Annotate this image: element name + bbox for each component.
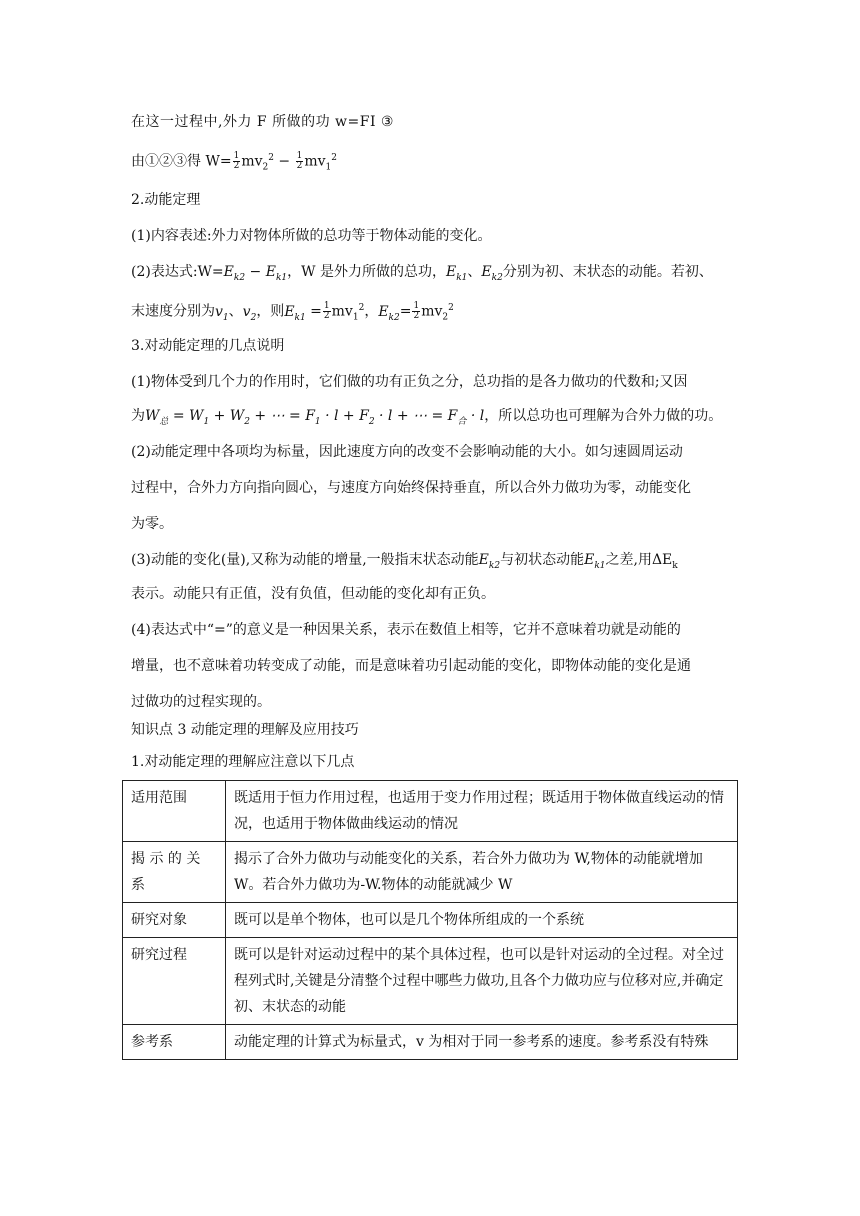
row-content: 既可以是针对运动过程中的某个具体过程，也可以是针对运动的全过程。对全过程列式时,关键是分清整个过程中哪些力做功,且各个力做功应与位移对应,并确定初、末状态的动能: [226, 938, 738, 1025]
fraction-half: $\frac{1}{2}$: [296, 151, 303, 172]
paragraph-6b: 增量，也不意味着功转变成了动能，而是意味着功引起动能的变化，即物体动能的变化是通: [131, 658, 691, 674]
paragraph-6a: (4)表达式中“=”的意义是一种因果关系，表示在数值上相等，它并不意味着功就是动能的: [131, 622, 681, 638]
paragraph-4b: 过程中，合外力方向指向圆心，与速度方向始终保持垂直，所以合外力做功为零，动能变化: [131, 480, 691, 496]
fraction-half: $\frac{1}{2}$: [233, 151, 240, 172]
paragraph-3a: (1)物体受到几个力的作用时，它们做的功有正负之分，总功指的是各力做功的代数和;又因: [131, 374, 688, 390]
paragraph-3b: 为$W_总 = W_1 + W_2$ + ⋯ = $F_1 \cdot l + F_2 \cdot l$ + ⋯ = $F_合 \cdot l$，所以总功也可理解为合外力做的功。: [131, 408, 723, 427]
table-row: [123, 781, 738, 842]
row-label: 适用范围: [123, 781, 226, 842]
section-heading-knowledge-3: 知识点 3 动能定理的理解及应用技巧: [131, 722, 359, 738]
work-formula-line: 在这一过程中,外力 F 所做的功 w=FI ③: [131, 114, 394, 130]
table-row: [123, 1025, 738, 1060]
section-heading-3: 3.对动能定理的几点说明: [131, 338, 285, 354]
notes-table: [122, 780, 738, 1060]
paragraph-6c: 过做功的过程实现的。: [131, 694, 271, 710]
paragraph-1: (1)内容表述:外力对物体所做的总功等于物体动能的变化。: [131, 228, 492, 244]
section-heading-2: 2.动能定理: [131, 192, 201, 208]
row-label: 研究对象: [123, 903, 226, 938]
row-content: 既可以是单个物体，也可以是几个物体所组成的一个系统: [226, 903, 738, 938]
section-heading-notes: 1.对动能定理的理解应注意以下几点: [131, 754, 355, 770]
paragraph-2a: (2)表达式$:W=E_{k2} - E_{k1}$，W 是外力所做的总功，$E_{k1}$、$E_{k2}$分别为初、末状态的动能。若初、: [131, 264, 713, 283]
paragraph-2b: 末速度分别为$v_1$、$v_2$，则$E_{k1}$ = $\frac{1}{2}$ $mv_1^2$，$E_{k2}=$ $\frac{1}{2}$ $mv_2^2$: [131, 301, 454, 323]
row-content: 既适用于恒力作用过程，也适用于变力作用过程；既适用于物体做直线运动的情况，也适用于物体做曲线运动的情况: [226, 781, 738, 842]
table-row: [123, 938, 738, 1025]
paragraph-4a: (2)动能定理中各项均为标量，因此速度方向的改变不会影响动能的大小。如匀速圆周运动: [131, 444, 683, 460]
derivation-line: 由①②③得 W= $\frac{1}{2}$ $mv_2^2$ − $\frac{1}{2}$ $mv_1^2$: [131, 151, 337, 173]
row-label: 研究过程: [123, 938, 226, 1025]
paragraph-5b: 表示。动能只有正值，没有负值，但动能的变化却有正负。: [131, 586, 495, 602]
row-label: 参考系: [123, 1025, 226, 1060]
row-label: 揭 示 的 关 系: [123, 842, 226, 903]
row-content: 动能定理的计算式为标量式，v 为相对于同一参考系的速度。参考系没有特殊: [226, 1025, 738, 1060]
table-row: [123, 842, 738, 903]
paragraph-4c: 为零。: [131, 516, 173, 532]
row-content: 揭示了合外力做功与动能变化的关系，若合外力做功为 W,物体的动能就增加 W。若合外力做功为-W.物体的动能就减少 W: [226, 842, 738, 903]
table-row: [123, 903, 738, 938]
paragraph-5a: (3)动能的变化(量),又称为动能的增量,一般指末状态动能$E_{k2}$与初状态动能$E_{k1}$之差,用$\Delta E_k$: [131, 552, 678, 571]
